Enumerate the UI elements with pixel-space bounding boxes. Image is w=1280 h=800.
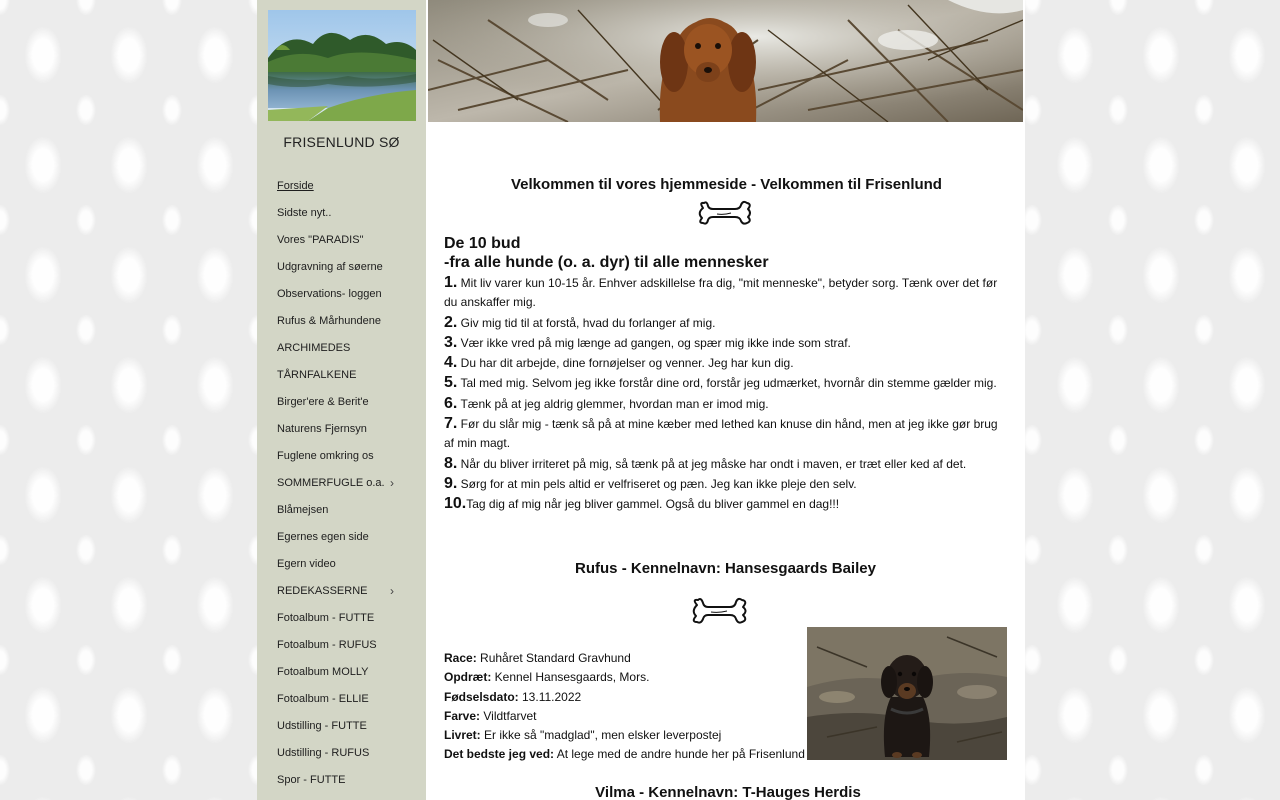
commandment-text: Vær ikke vred på mig længe ad gangen, og spær mig ikke inde som straf.: [457, 335, 851, 350]
nav-item-9[interactable]: [257, 416, 426, 443]
commandment-item: [444, 494, 1004, 514]
nav-item-18[interactable]: [257, 659, 426, 686]
fact-row: [444, 726, 805, 745]
nav-item-label: Blåmejsen: [277, 504, 329, 516]
chevron-right-icon[interactable]: ›: [390, 584, 394, 598]
fact-value: Er ikke så "madglad", men elsker leverpostej: [480, 728, 722, 743]
ten-commandments-heading: De 10 bud: [444, 235, 521, 252]
fact-label: Race:: [444, 651, 477, 665]
fact-row: [444, 688, 805, 707]
bone-icon: [695, 200, 753, 231]
commandment-number: 7.: [444, 415, 458, 433]
commandment-item: [444, 414, 1004, 454]
site-container: [257, 0, 1025, 800]
commandment-item: [444, 373, 1004, 393]
welcome-heading: Velkommen til vores hjemmeside - Velkommen til Frisenlund: [511, 176, 942, 193]
nav-item-6[interactable]: [257, 335, 426, 362]
commandment-number: 8.: [444, 454, 458, 472]
nav-item-16[interactable]: [257, 605, 426, 632]
commandment-text: Giv mig tid til at forstå, hvad du forlanger af mig.: [457, 315, 716, 330]
nav-item-label: SOMMERFUGLE o.a.: [277, 477, 385, 489]
lake-logo-image[interactable]: [268, 10, 416, 121]
chevron-right-icon[interactable]: ›: [390, 476, 394, 490]
nav-item-17[interactable]: [257, 632, 426, 659]
fact-row: [444, 707, 805, 726]
nav-item-label: Spor - FUTTE: [277, 774, 346, 786]
fact-label: Livret:: [444, 728, 481, 743]
nav-item-15[interactable]: [257, 578, 426, 605]
nav-item-label: Forside: [277, 180, 314, 192]
fact-row: [444, 745, 805, 764]
nav-item-label: Rufus & Mårhundene: [277, 315, 381, 327]
nav-item-1[interactable]: [257, 200, 426, 227]
commandment-text: Mit liv varer kun 10-15 år. Enhver adskillelse fra dig, "mit menneske", betyder sorg. Tænk over det før du anskaffer mig.: [444, 276, 998, 310]
commandment-number: 5.: [444, 374, 458, 392]
nav-item-label: Udgravning af søerne: [277, 261, 383, 273]
commandment-number: 4.: [444, 354, 458, 372]
nav-item-2[interactable]: [257, 227, 426, 254]
commandment-item: [444, 313, 1004, 333]
commandment-number: 9.: [444, 474, 458, 492]
commandment-item: [444, 474, 1004, 494]
nav-item-label: ARCHIMEDES: [277, 342, 351, 354]
nav-item-label: Fotoalbum - ELLIE: [277, 693, 369, 705]
nav-item-label: TÅRNFALKENE: [277, 369, 357, 381]
nav-item-label: Udstilling - FUTTE: [277, 720, 367, 732]
nav-item-label: Naturens Fjernsyn: [277, 423, 367, 435]
nav-item-label: Sidste nyt..: [277, 207, 332, 219]
rufus-facts: [444, 649, 805, 765]
main-navigation: [257, 173, 426, 794]
fact-value: Ruhåret Standard Gravhund: [476, 651, 631, 665]
nav-item-label: Vores "PARADIS": [277, 234, 364, 246]
nav-item-8[interactable]: [257, 389, 426, 416]
bone-icon: [689, 597, 749, 630]
ten-commandments-title: [444, 234, 769, 272]
fact-value: Kennel Hansesgaards, Mors.: [491, 670, 650, 685]
nav-item-20[interactable]: [257, 713, 426, 740]
commandment-item: [444, 353, 1004, 373]
nav-item-19[interactable]: [257, 686, 426, 713]
fact-row: [444, 649, 805, 668]
commandment-text: Tal med mig. Selvom jeg ikke forstår dine ord, forstår jeg udmærket, hvornår din stemme gælder mig.: [457, 376, 997, 391]
commandment-number: 1.: [444, 274, 458, 291]
site-name: FRISENLUND SØ: [283, 134, 400, 150]
ten-commandments-subheading: -fra alle hunde (o. a. dyr) til alle mennesker: [444, 254, 769, 271]
commandment-text: Tag dig af mig når jeg bliver gammel. Også du bliver gammel en dag!!!: [466, 497, 840, 512]
commandment-text: Før du slår mig - tænk så på at mine kæber med lethed kan knuse din hånd, men at jeg ikke gør brug af min magt.: [444, 417, 998, 451]
nav-item-21[interactable]: [257, 740, 426, 767]
nav-item-14[interactable]: [257, 551, 426, 578]
nav-item-3[interactable]: [257, 254, 426, 281]
commandment-number: 2.: [444, 313, 458, 331]
rufus-heading: Rufus - Kennelnavn: Hansesgaards Bailey: [575, 560, 876, 577]
nav-item-label: Observations- loggen: [277, 288, 382, 300]
nav-item-label: Fotoalbum - FUTTE: [277, 612, 375, 624]
commandment-number: 6.: [444, 394, 458, 412]
nav-item-13[interactable]: [257, 524, 426, 551]
nav-item-label: Fotoalbum MOLLY: [277, 666, 369, 678]
nav-item-22[interactable]: [257, 767, 426, 794]
fact-label: Fødselsdato:: [444, 689, 519, 704]
commandments-list: [444, 273, 1004, 515]
nav-item-12[interactable]: [257, 497, 426, 524]
nav-item-label: Fuglene omkring os: [277, 450, 374, 462]
nav-item-0[interactable]: [257, 173, 426, 200]
nav-item-label: Birger'ere & Berit'e: [277, 396, 369, 408]
nav-item-label: Egernes egen side: [277, 531, 369, 543]
fact-label: Det bedste jeg ved:: [444, 747, 555, 762]
nav-item-11[interactable]: [257, 470, 426, 497]
fact-value: At lege med de andre hunde her på Frisenlund: [554, 747, 805, 762]
fact-row: [444, 668, 805, 687]
rufus-photo[interactable]: [807, 627, 1007, 760]
commandment-item: [444, 454, 1004, 474]
commandment-text: Du har dit arbejde, dine fornøjelser og venner. Jeg har kun dig.: [457, 356, 794, 371]
commandment-item: [444, 333, 1004, 353]
nav-item-10[interactable]: [257, 443, 426, 470]
nav-item-4[interactable]: [257, 281, 426, 308]
nav-item-5[interactable]: [257, 308, 426, 335]
nav-item-label: Udstilling - RUFUS: [277, 747, 370, 759]
nav-item-label: Egern video: [277, 558, 336, 570]
fact-value: 13.11.2022: [518, 689, 582, 704]
commandment-item: [444, 273, 1004, 313]
sidebar: [257, 0, 426, 800]
fact-label: Opdræt:: [444, 670, 492, 685]
fact-label: Farve:: [444, 708, 481, 723]
nav-item-label: Fotoalbum - RUFUS: [277, 639, 377, 651]
commandment-text: Når du bliver irriteret på mig, så tænk på at jeg måske har ondt i maven, er træt eller ked af det.: [457, 456, 967, 471]
commandment-number: 3.: [444, 333, 458, 351]
nav-item-label: REDEKASSERNE: [277, 585, 368, 597]
commandment-item: [444, 394, 1004, 414]
vilma-heading: Vilma - Kennelnavn: T-Hauges Herdis: [595, 784, 861, 800]
header-dog-image: [428, 0, 1023, 122]
commandment-text: Sørg for at min pels altid er velfriseret og pæn. Jeg kan ikke pleje den selv.: [457, 476, 857, 491]
fact-value: Vildtfarvet: [480, 708, 537, 723]
nav-item-7[interactable]: [257, 362, 426, 389]
commandment-number: 10.: [444, 495, 467, 513]
commandment-text: Tænk på at jeg aldrig glemmer, hvordan man er imod mig.: [457, 396, 769, 411]
